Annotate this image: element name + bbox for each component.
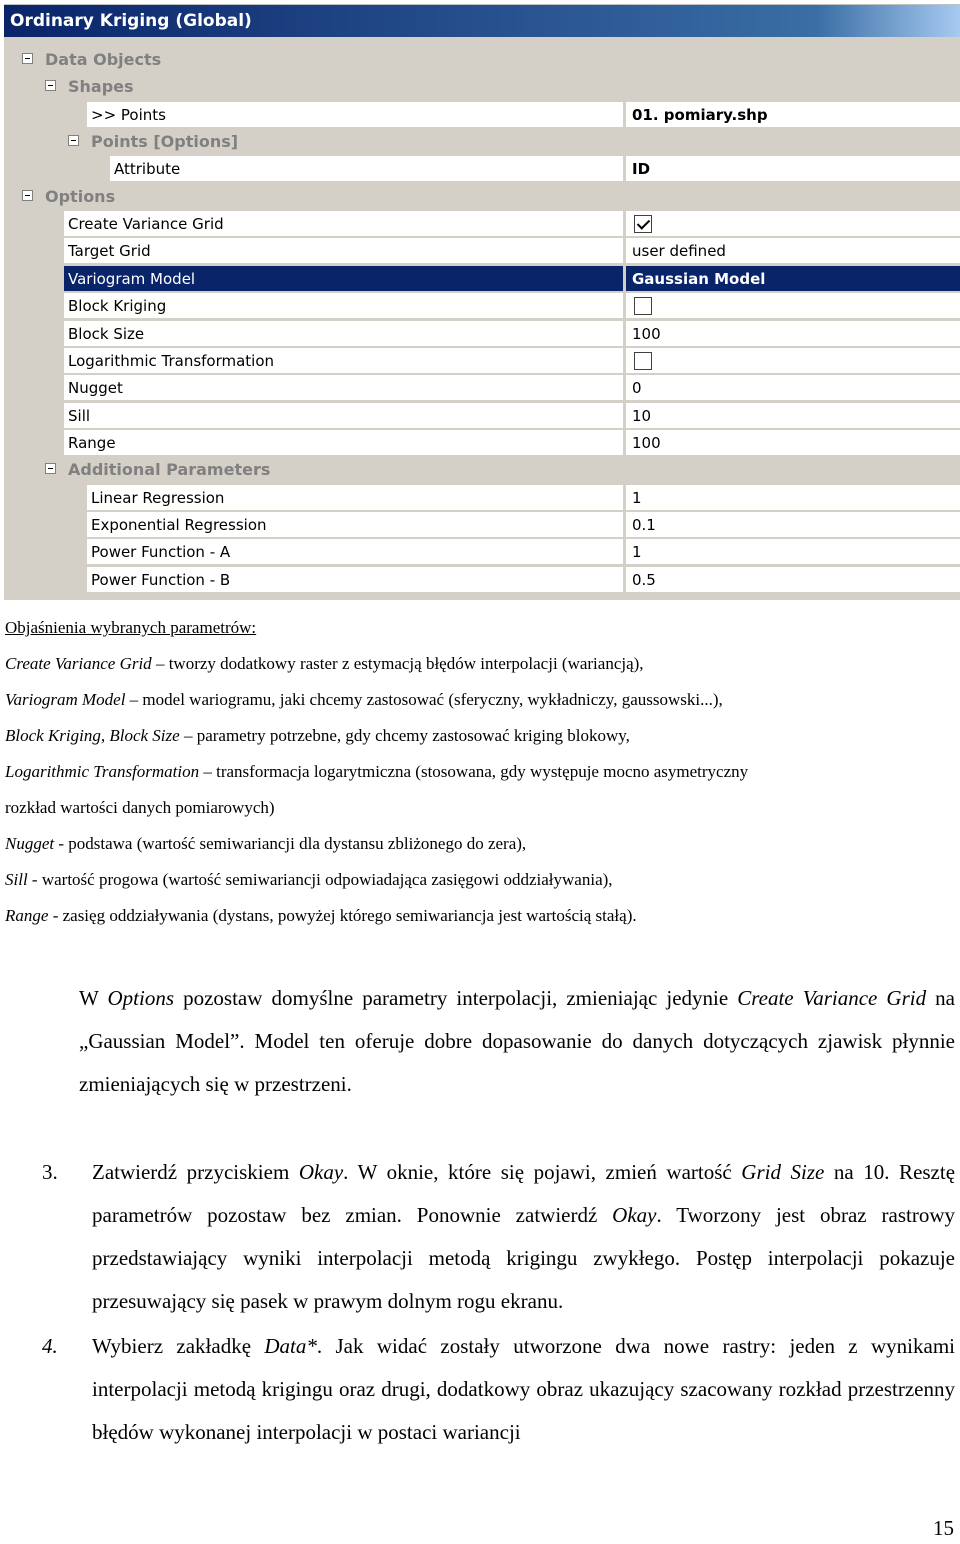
step-text-part: na 10. Resztę parametrów pozostaw bez zmian. Ponownie zatwierdź [92, 1160, 956, 1227]
explanation-text: – transformacja logarytmiczna (stosowana, gdy występuje mocno asymetryczny [199, 762, 749, 781]
step-text-part: . Jak widać zostały utworzone dwa nowe rastry: jeden z wynikami interpolacji metodą krigingu oraz drugi, dodatkowy obraz ukazujący szacowany rozkład przestrzenny błędów wykonanej interpolacji w postaci wariancji [92, 1334, 955, 1444]
step-term: Okay [298, 1160, 344, 1184]
step-text-part: Wybierz zakładkę [92, 1334, 265, 1358]
category-label: Points [Options] [91, 132, 239, 152]
grid-property-row[interactable] [8, 512, 960, 539]
property-label: Exponential Regression [87, 512, 623, 538]
property-label: Block Size [64, 321, 623, 347]
explanation-text: – model wariogramu, jaki chcemy zastosować (sferyczny, wykładniczy, gaussowski...), [125, 690, 723, 709]
kriging-dialog [4, 4, 960, 600]
explanation-text: - zasięg oddziaływania (dystans, powyżej którego semiwariancja jest wartością stałą). [48, 906, 637, 925]
property-label: Sill [64, 403, 623, 429]
property-label: Block Kriging [64, 293, 623, 319]
property-value[interactable]: 1 [626, 539, 960, 565]
property-label: >> Points [87, 102, 623, 128]
property-value[interactable]: user defined [626, 238, 960, 264]
explanation-line [5, 826, 955, 862]
property-value[interactable] [626, 293, 960, 319]
checkbox-unchecked[interactable] [634, 352, 652, 370]
options-paragraph [79, 977, 955, 1106]
property-label: Range [64, 430, 623, 456]
property-value[interactable]: 100 [626, 430, 960, 456]
grid-property-row[interactable] [8, 211, 960, 238]
property-grid [8, 41, 960, 600]
property-value[interactable]: 0.1 [626, 512, 960, 538]
property-value[interactable]: 01. pomiary.shp [626, 102, 960, 128]
checkbox-checked[interactable] [634, 215, 652, 233]
explanation-line [5, 790, 955, 826]
grid-category[interactable] [8, 129, 960, 156]
grid-property-row[interactable] [8, 293, 960, 320]
grid-property-row[interactable] [8, 403, 960, 430]
paragraph-term-variance: Create Variance Grid [737, 986, 927, 1010]
grid-category[interactable] [8, 74, 960, 101]
collapse-icon[interactable] [45, 80, 56, 91]
grid-property-row[interactable] [8, 567, 960, 594]
explanations-list [5, 646, 955, 934]
paragraph-text-1: W [79, 986, 108, 1010]
grid-property-row[interactable] [8, 430, 960, 457]
grid-property-row[interactable] [8, 539, 960, 566]
explanation-line [5, 898, 955, 934]
grid-property-row[interactable] [8, 375, 960, 402]
property-label: Nugget [64, 375, 623, 401]
collapse-icon[interactable] [68, 135, 79, 146]
category-label: Shapes [68, 77, 134, 97]
explanation-line [5, 646, 955, 682]
collapse-icon[interactable] [22, 53, 33, 64]
grid-property-row[interactable] [8, 348, 960, 375]
explanation-text: - wartość progowa (wartość semiwariancji odpowiadająca zasięgowi oddziaływania), [27, 870, 613, 889]
explanation-text: rozkład wartości danych pomiarowych) [5, 798, 275, 817]
property-label: Logarithmic Transformation [64, 348, 623, 374]
step-text-part: Zatwierdź przyciskiem [92, 1160, 299, 1184]
explanations-heading: Objaśnienia wybranych parametrów: [5, 618, 257, 637]
grid-property-row[interactable] [8, 266, 960, 293]
grid-property-row[interactable] [8, 156, 960, 183]
paragraph-text-2: pozostaw domyślne parametry interpolacji, zmieniając jedynie [174, 986, 738, 1010]
step-number: 4. [42, 1334, 58, 1358]
explanation-term: Variogram Model [5, 690, 126, 709]
property-value[interactable]: Gaussian Model [626, 266, 960, 292]
step-text [92, 1151, 955, 1323]
category-label: Options [45, 186, 116, 206]
grid-category[interactable] [8, 47, 960, 74]
step-text-part: . W oknie, które się pojawi, zmień wartość [343, 1160, 742, 1184]
grid-property-row[interactable] [8, 102, 960, 129]
grid-property-row[interactable] [8, 485, 960, 512]
property-label: Attribute [110, 156, 623, 182]
property-label: Target Grid [64, 238, 623, 264]
grid-property-row[interactable] [8, 321, 960, 348]
property-value[interactable] [626, 348, 960, 374]
category-label: Additional Parameters [68, 460, 271, 480]
step-number: 3. [42, 1160, 58, 1184]
property-label: Power Function - B [87, 567, 623, 593]
property-value[interactable]: 10 [626, 403, 960, 429]
property-label: Create Variance Grid [64, 211, 623, 237]
property-value[interactable]: 100 [626, 321, 960, 347]
property-label: Variogram Model [64, 266, 623, 292]
explanation-term: Nugget [5, 834, 55, 853]
explanation-line [5, 718, 955, 754]
category-label: Data Objects [45, 50, 162, 69]
explanation-line [5, 754, 955, 790]
property-value[interactable]: 0 [626, 375, 960, 401]
step-term: Data* [264, 1334, 317, 1358]
step-text-part: . Tworzony jest obraz rastrowy przedstawiający wyniki interpolacji metodą krigingu zwykłego. Postęp interpolacji pokazuje przesuwający się pasek w prawym dolnym rogu ekranu. [92, 1203, 955, 1313]
explanation-term: Sill [5, 870, 28, 889]
explanation-text: - podstawa (wartość semiwariancji dla dystansu zbliżonego do zera), [54, 834, 527, 853]
step-term: Grid Size [741, 1160, 825, 1184]
grid-category[interactable] [8, 457, 960, 484]
collapse-icon[interactable] [22, 190, 33, 201]
property-value[interactable]: 1 [626, 485, 960, 511]
grid-category[interactable] [8, 184, 960, 211]
explanation-term: Range [5, 906, 49, 925]
property-value[interactable]: 0.5 [626, 567, 960, 593]
property-label: Linear Regression [87, 485, 623, 511]
step-term: Okay [612, 1203, 657, 1227]
step-text [92, 1325, 955, 1454]
window-title: Ordinary Kriging (Global) [4, 5, 960, 37]
explanation-term: Create Variance Grid [5, 654, 152, 673]
explanations [5, 610, 955, 934]
checkbox-unchecked[interactable] [634, 297, 652, 315]
property-label: Power Function - A [87, 539, 623, 565]
property-value[interactable]: ID [626, 156, 960, 182]
explanation-text: – parametry potrzebne, gdy chcemy zastosować kriging blokowy, [179, 726, 630, 745]
paragraph-text-3: na „Gaussian Model”. Model ten oferuje dobre dopasowanie do danych dotyczących zjawisk płynnie zmieniających się w przestrzeni. [79, 986, 955, 1096]
explanation-line [5, 682, 955, 718]
explanation-text: – tworzy dodatkowy raster z estymacją błędów interpolacji (wariancją), [151, 654, 644, 673]
page-number: 15 [933, 1516, 954, 1540]
explanation-term: Block Kriging, Block Size [5, 726, 180, 745]
explanation-term: Logarithmic Transformation [5, 762, 200, 781]
collapse-icon[interactable] [45, 463, 56, 474]
property-value[interactable] [626, 211, 960, 237]
grid-property-row[interactable] [8, 238, 960, 265]
paragraph-term-options: Options [107, 986, 175, 1010]
explanation-line [5, 862, 955, 898]
